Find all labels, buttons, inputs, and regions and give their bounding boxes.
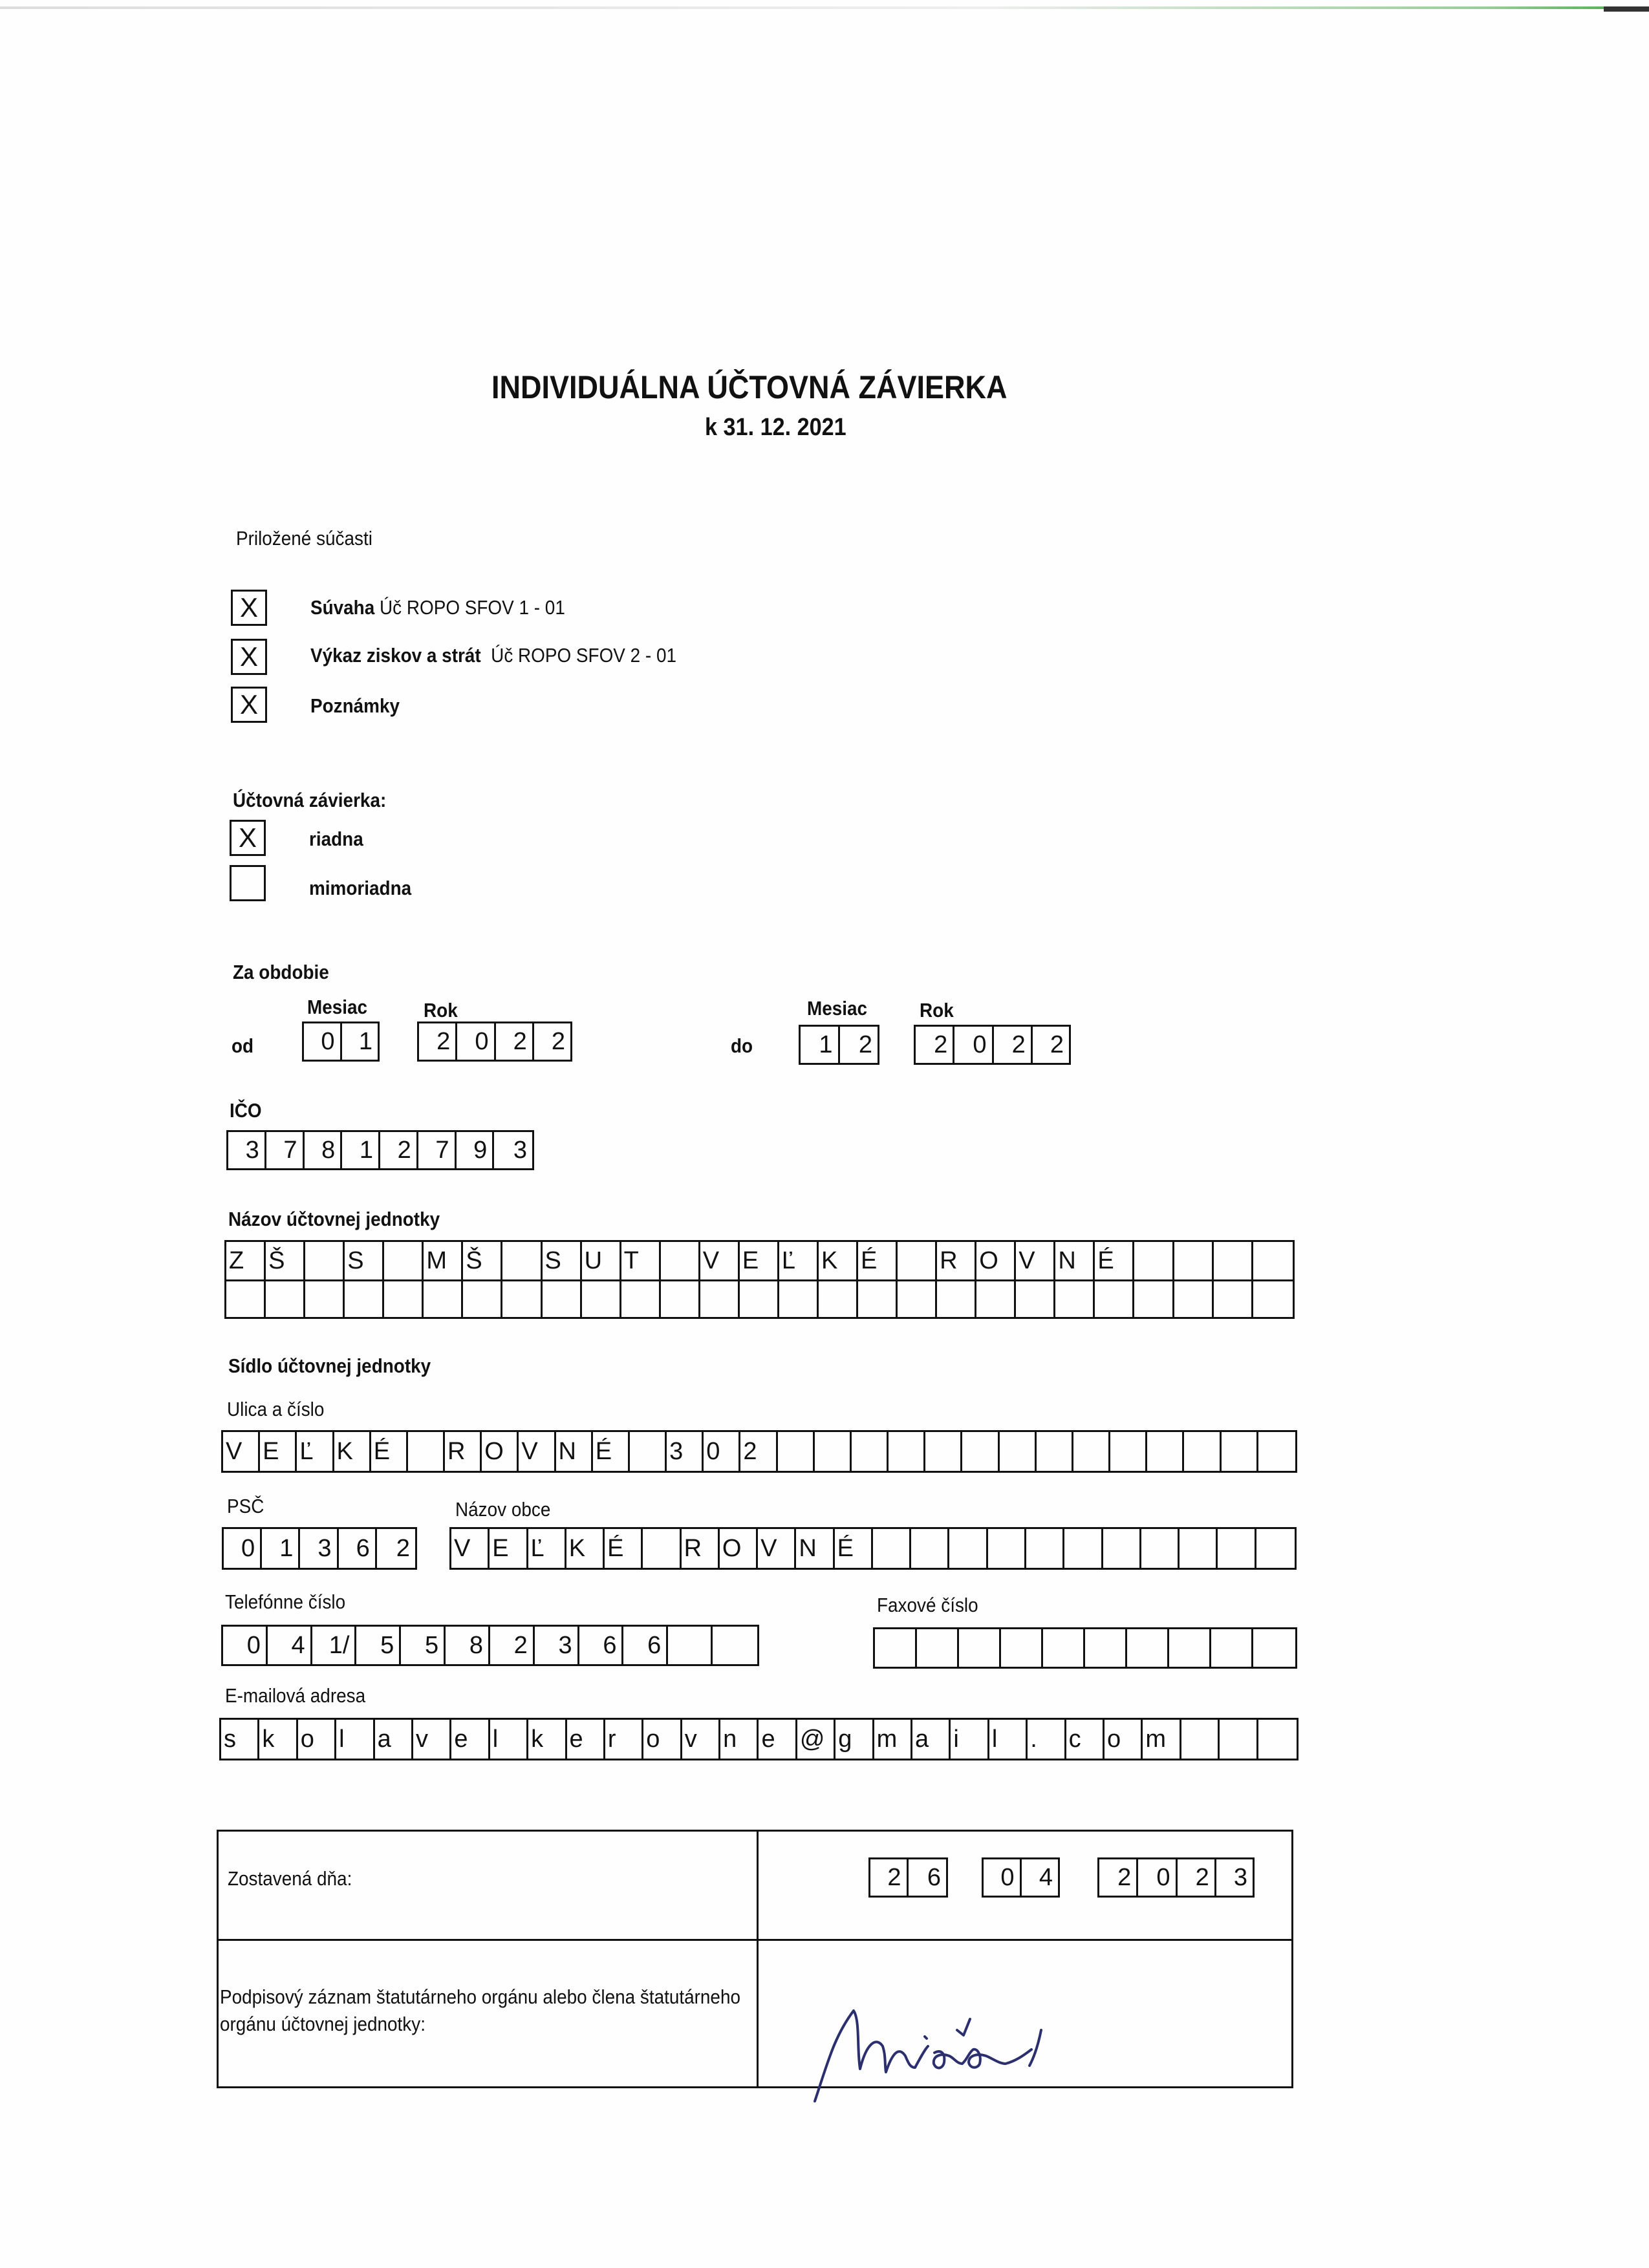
- char-cell: 3: [535, 1627, 579, 1664]
- from-month-field[interactable]: [302, 1022, 380, 1062]
- char-cell: o: [643, 1720, 682, 1759]
- char-cell: [582, 1281, 621, 1319]
- char-cell: [1258, 1720, 1297, 1759]
- char-cell: [1184, 1432, 1221, 1471]
- char-cell: [713, 1627, 757, 1664]
- char-cell: [1055, 1281, 1095, 1319]
- digit-cell: 2: [496, 1023, 534, 1060]
- char-cell: [1000, 1432, 1037, 1471]
- char-cell: K: [566, 1529, 605, 1568]
- char-cell: o: [298, 1720, 336, 1759]
- digit-cell: 6: [927, 1864, 941, 1891]
- char-cell: [1253, 1629, 1295, 1667]
- char-cell: [1147, 1432, 1184, 1471]
- from-label: od: [232, 1034, 254, 1057]
- char-cell: [1211, 1629, 1253, 1667]
- signature-label-line2: orgánu účtovnej jednotky:: [220, 2013, 426, 2035]
- digit-cell: 2: [419, 1023, 457, 1060]
- to-label: do: [731, 1034, 753, 1057]
- char-cell: 4: [268, 1627, 312, 1664]
- zip-field[interactable]: [222, 1527, 417, 1570]
- char-cell: 8: [446, 1627, 490, 1664]
- char-cell: [502, 1281, 542, 1319]
- digit-cell: 1: [358, 1028, 372, 1055]
- from-year-field[interactable]: [417, 1022, 572, 1062]
- char-cell: [976, 1281, 1016, 1319]
- char-cell: [949, 1529, 987, 1568]
- char-cell: V: [758, 1529, 796, 1568]
- char-cell: r: [605, 1720, 643, 1759]
- char-cell: 3: [300, 1529, 338, 1568]
- char-cell: l: [989, 1720, 1028, 1759]
- char-cell: O: [976, 1242, 1016, 1279]
- char-cell: [1214, 1242, 1253, 1279]
- checkbox-riadna[interactable]: X: [230, 820, 266, 856]
- char-cell: É: [371, 1432, 408, 1471]
- char-cell: e: [759, 1720, 797, 1759]
- char-cell: [1016, 1281, 1055, 1319]
- char-cell: [226, 1281, 266, 1319]
- char-cell: K: [819, 1242, 858, 1279]
- digit-cell: 0: [304, 1023, 342, 1060]
- phone-label: Telefónne číslo: [225, 1590, 346, 1613]
- char-cell: [1174, 1242, 1214, 1279]
- char-cell: E: [260, 1432, 297, 1471]
- compiled-day-field[interactable]: [868, 1857, 948, 1898]
- char-cell: [1258, 1432, 1295, 1471]
- char-cell: [898, 1281, 937, 1319]
- char-cell: [1214, 1281, 1253, 1319]
- char-cell: [1180, 1529, 1218, 1568]
- char-cell: .: [1028, 1720, 1066, 1759]
- char-cell: [898, 1242, 937, 1279]
- char-cell: [1256, 1529, 1295, 1568]
- char-cell: [1134, 1242, 1174, 1279]
- char-cell: [819, 1281, 858, 1319]
- char-cell: [668, 1627, 713, 1664]
- char-cell: [1253, 1281, 1293, 1319]
- char-cell: [1043, 1629, 1085, 1667]
- char-cell: [1110, 1432, 1147, 1471]
- char-cell: [543, 1281, 582, 1319]
- to-year-field[interactable]: [914, 1025, 1071, 1065]
- phone-field[interactable]: [221, 1625, 759, 1666]
- street-label: Ulica a číslo: [227, 1398, 325, 1420]
- closing-label-mimoriadna: mimoriadna: [309, 877, 412, 899]
- char-cell: V: [519, 1432, 555, 1471]
- char-cell: 6: [579, 1627, 624, 1664]
- char-cell: [305, 1281, 345, 1319]
- char-cell: T: [621, 1242, 661, 1279]
- char-cell: [778, 1432, 815, 1471]
- char-cell: 1: [342, 1132, 380, 1168]
- char-cell: E: [740, 1242, 779, 1279]
- to-month-label: Mesiac: [807, 997, 868, 1020]
- char-cell: U: [582, 1242, 621, 1279]
- char-cell: M: [424, 1242, 463, 1279]
- compiled-label: Zostavená dňa:: [228, 1867, 352, 1890]
- char-cell: E: [490, 1529, 528, 1568]
- attachment-label-poznamky: Poznámky: [310, 694, 400, 717]
- period-heading: Za obdobie: [233, 961, 329, 983]
- char-cell: c: [1066, 1720, 1105, 1759]
- closing-type-heading: Účtovná závierka:: [233, 789, 387, 811]
- from-month-label: Mesiac: [307, 996, 368, 1018]
- char-cell: [408, 1432, 445, 1471]
- char-cell: É: [1095, 1242, 1134, 1279]
- char-cell: 7: [266, 1132, 305, 1168]
- char-cell: [1001, 1629, 1043, 1667]
- scan-edge-line: [0, 6, 1649, 9]
- char-cell: v: [682, 1720, 720, 1759]
- char-cell: [1026, 1529, 1064, 1568]
- char-cell: [345, 1281, 384, 1319]
- char-cell: É: [858, 1242, 898, 1279]
- char-cell: [1127, 1629, 1169, 1667]
- digit-cell: 4: [1039, 1864, 1053, 1891]
- char-cell: O: [482, 1432, 519, 1471]
- char-cell: 2: [740, 1432, 777, 1471]
- char-cell: 5: [401, 1627, 446, 1664]
- document-date: k 31. 12. 2021: [705, 414, 846, 441]
- attachments-heading: Priložené súčasti: [236, 527, 372, 550]
- char-cell: [1174, 1281, 1214, 1319]
- char-cell: 3: [228, 1132, 266, 1168]
- char-cell: 0: [704, 1432, 740, 1471]
- char-cell: [1253, 1242, 1293, 1279]
- char-cell: [1095, 1281, 1134, 1319]
- char-cell: 1/: [312, 1627, 357, 1664]
- char-cell: [266, 1281, 305, 1319]
- char-cell: [917, 1629, 959, 1667]
- char-cell: @: [797, 1720, 835, 1759]
- char-cell: [700, 1281, 740, 1319]
- char-cell: 0: [224, 1529, 262, 1568]
- char-cell: [1037, 1432, 1073, 1471]
- char-cell: [384, 1281, 424, 1319]
- digit-cell: 0: [457, 1023, 495, 1060]
- digit-cell: 2: [1099, 1859, 1138, 1896]
- to-year-label: Rok: [920, 999, 954, 1022]
- char-cell: V: [223, 1432, 260, 1471]
- char-cell: l: [490, 1720, 528, 1759]
- compiled-month-field[interactable]: [982, 1857, 1060, 1898]
- char-cell: [463, 1281, 502, 1319]
- to-month-field[interactable]: [799, 1025, 879, 1065]
- char-cell: S: [345, 1242, 384, 1279]
- seat-heading: Sídlo účtovnej jednotky: [228, 1354, 431, 1377]
- digit-cell: 3: [1233, 1864, 1248, 1891]
- char-cell: v: [413, 1720, 451, 1759]
- char-cell: V: [1016, 1242, 1055, 1279]
- fax-label: Faxové číslo: [877, 1594, 978, 1616]
- char-cell: 9: [457, 1132, 495, 1168]
- char-cell: [875, 1629, 917, 1667]
- zip-label: PSČ: [227, 1495, 264, 1517]
- digit-cell: 2: [858, 1031, 872, 1058]
- char-cell: a: [912, 1720, 951, 1759]
- signature-label-line1: Podpisový záznam štatutárneho orgánu alebo člena štatutárneho: [220, 1985, 740, 2008]
- char-cell: Ľ: [779, 1242, 819, 1279]
- handwritten-signature: [795, 1991, 1119, 2114]
- unit-name-label: Názov účtovnej jednotky: [228, 1208, 440, 1230]
- char-cell: Ľ: [297, 1432, 334, 1471]
- char-cell: [815, 1432, 852, 1471]
- closing-label-riadna: riadna: [309, 828, 363, 850]
- checkbox-mimoriadna[interactable]: [230, 865, 266, 901]
- char-cell: [911, 1529, 949, 1568]
- char-cell: e: [451, 1720, 490, 1759]
- char-cell: N: [796, 1529, 834, 1568]
- char-cell: a: [375, 1720, 413, 1759]
- char-cell: [661, 1281, 700, 1319]
- attachment-label-suvaha: Súvaha Úč ROPO SFOV 1 - 01: [310, 596, 565, 619]
- char-cell: O: [720, 1529, 758, 1568]
- char-cell: [384, 1242, 424, 1279]
- char-cell: 2: [396, 1535, 410, 1562]
- unit-name-field[interactable]: [224, 1240, 1295, 1319]
- char-cell: É: [835, 1529, 873, 1568]
- char-cell: [937, 1281, 976, 1319]
- char-cell: 1: [262, 1529, 300, 1568]
- char-cell: 3: [667, 1432, 704, 1471]
- char-cell: [661, 1242, 700, 1279]
- char-cell: o: [1105, 1720, 1143, 1759]
- char-cell: V: [700, 1242, 740, 1279]
- city-label: Názov obce: [455, 1498, 551, 1521]
- char-cell: 7: [418, 1132, 457, 1168]
- ico-field[interactable]: [226, 1130, 534, 1170]
- char-cell: [925, 1432, 962, 1471]
- digit-cell: 0: [984, 1859, 1022, 1896]
- fax-field[interactable]: [873, 1627, 1297, 1669]
- attachment-label-vykaz: Výkaz ziskov a strát Úč ROPO SFOV 2 - 01: [310, 644, 677, 667]
- char-cell: [1181, 1720, 1220, 1759]
- table-divider-vertical: [757, 1832, 759, 2086]
- digit-cell: 2: [1050, 1031, 1064, 1058]
- char-cell: Š: [266, 1242, 305, 1279]
- char-cell: R: [445, 1432, 482, 1471]
- char-cell: Ľ: [528, 1529, 566, 1568]
- digit-cell: 0: [954, 1027, 993, 1063]
- char-cell: [1141, 1529, 1180, 1568]
- compiled-year-field[interactable]: [1097, 1857, 1255, 1898]
- char-cell: [1103, 1529, 1141, 1568]
- char-cell: 5: [356, 1627, 401, 1664]
- char-cell: É: [605, 1529, 643, 1568]
- char-cell: e: [567, 1720, 605, 1759]
- char-cell: 3: [513, 1137, 527, 1164]
- char-cell: [305, 1242, 345, 1279]
- char-cell: [630, 1432, 667, 1471]
- char-cell: [1222, 1432, 1258, 1471]
- char-cell: [424, 1281, 463, 1319]
- char-cell: m: [874, 1720, 912, 1759]
- char-cell: [1169, 1629, 1211, 1667]
- char-cell: [889, 1432, 925, 1471]
- city-field[interactable]: [449, 1527, 1297, 1570]
- char-cell: [643, 1529, 681, 1568]
- char-cell: [1064, 1529, 1103, 1568]
- char-cell: R: [682, 1529, 720, 1568]
- char-cell: 2: [490, 1627, 535, 1664]
- char-cell: i: [951, 1720, 989, 1759]
- digit-cell: 2: [551, 1028, 565, 1055]
- char-cell: k: [528, 1720, 566, 1759]
- from-year-label: Rok: [424, 999, 458, 1022]
- document-title: INDIVIDUÁLNA ÚČTOVNÁ ZÁVIERKA: [491, 369, 1008, 405]
- char-cell: g: [835, 1720, 874, 1759]
- char-cell: [959, 1629, 1001, 1667]
- digit-cell: 2: [916, 1027, 954, 1063]
- checkbox-suvaha[interactable]: X: [231, 590, 267, 626]
- char-cell: [1134, 1281, 1174, 1319]
- char-cell: 8: [305, 1132, 343, 1168]
- char-cell: [852, 1432, 889, 1471]
- char-cell: [740, 1281, 779, 1319]
- char-cell: Š: [463, 1242, 502, 1279]
- char-cell: R: [937, 1242, 976, 1279]
- char-cell: N: [556, 1432, 593, 1471]
- digit-cell: 0: [1138, 1859, 1177, 1896]
- checkbox-vykaz[interactable]: X: [231, 639, 267, 675]
- char-cell: S: [543, 1242, 582, 1279]
- table-divider-horizontal: [219, 1939, 1291, 1941]
- char-cell: 6: [339, 1529, 377, 1568]
- char-cell: k: [259, 1720, 297, 1759]
- email-field[interactable]: [219, 1718, 1299, 1760]
- checkbox-poznamky[interactable]: X: [231, 687, 267, 723]
- digit-cell: 2: [994, 1027, 1033, 1063]
- char-cell: É: [593, 1432, 630, 1471]
- street-field[interactable]: [221, 1430, 1297, 1473]
- char-cell: K: [334, 1432, 371, 1471]
- char-cell: l: [336, 1720, 374, 1759]
- digit-cell: 2: [1178, 1859, 1216, 1896]
- char-cell: [962, 1432, 999, 1471]
- ico-label: IČO: [230, 1099, 262, 1122]
- scan-corner-mark: [1604, 6, 1649, 12]
- char-cell: [502, 1242, 542, 1279]
- char-cell: [1073, 1432, 1110, 1471]
- char-cell: [621, 1281, 661, 1319]
- email-label: E-mailová adresa: [225, 1684, 366, 1707]
- char-cell: [1220, 1720, 1258, 1759]
- char-cell: [858, 1281, 898, 1319]
- char-cell: N: [1055, 1242, 1095, 1279]
- digit-cell: 2: [870, 1859, 909, 1896]
- char-cell: n: [720, 1720, 759, 1759]
- char-cell: [873, 1529, 911, 1568]
- char-cell: m: [1143, 1720, 1181, 1759]
- char-cell: 0: [223, 1627, 268, 1664]
- char-cell: Z: [226, 1242, 266, 1279]
- char-cell: s: [221, 1720, 259, 1759]
- char-cell: [779, 1281, 819, 1319]
- char-cell: [1085, 1629, 1127, 1667]
- char-cell: 2: [380, 1132, 418, 1168]
- char-cell: [988, 1529, 1026, 1568]
- char-cell: V: [451, 1529, 490, 1568]
- digit-cell: 1: [801, 1027, 840, 1063]
- char-cell: 6: [623, 1627, 668, 1664]
- char-cell: [1218, 1529, 1256, 1568]
- signature-record-label: [220, 1984, 740, 2038]
